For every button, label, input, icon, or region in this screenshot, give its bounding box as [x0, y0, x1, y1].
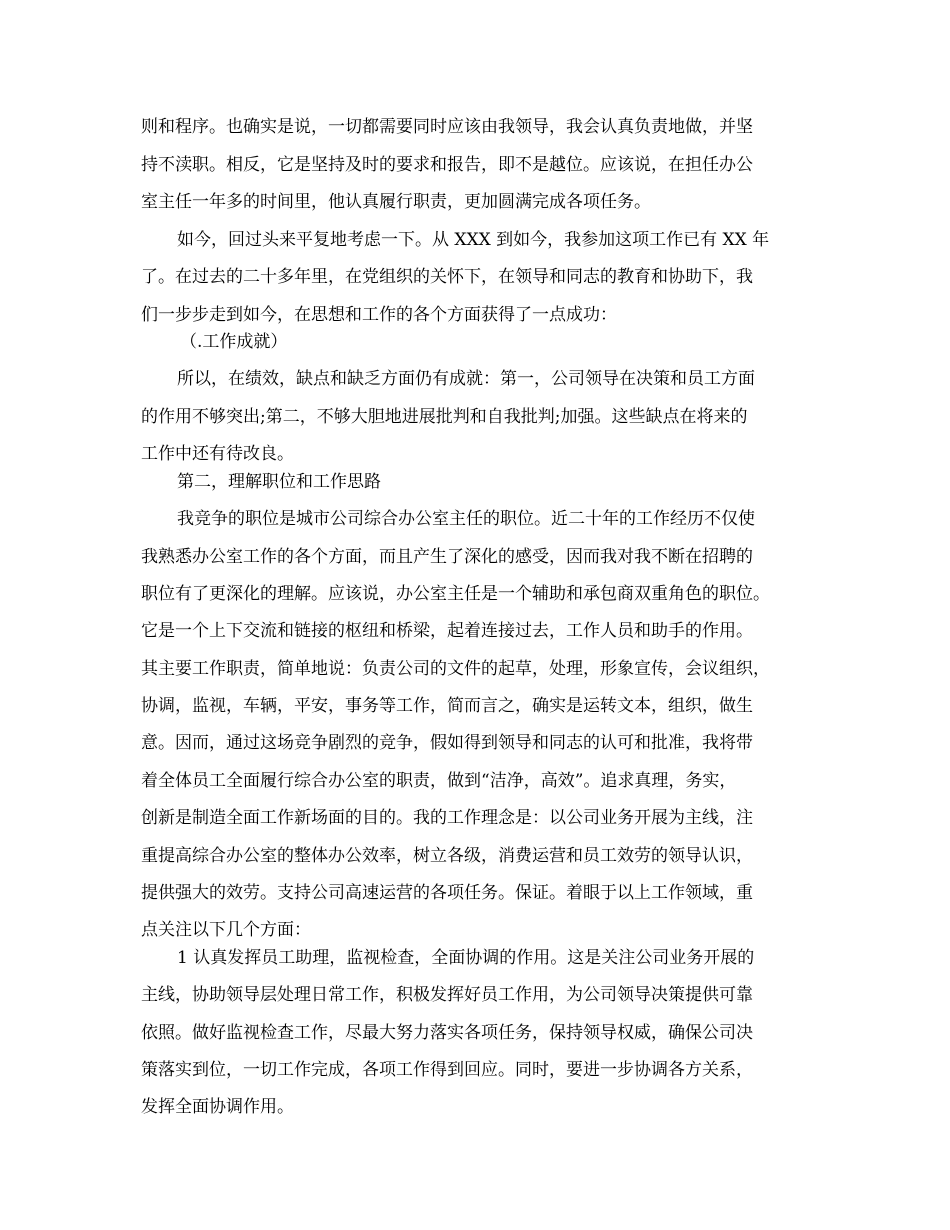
section-heading: （.工作成就） — [180, 332, 288, 352]
text-line: 的作用不够突出;第二，不够大胆地进展批判和自我批判;加强。这些缺点在将来的 — [141, 407, 748, 427]
text-line: 它是一个上下交流和链接的枢纽和桥梁，起着连接过去，工作人员和助手的作用。 — [141, 621, 753, 641]
text-line: 主线，协助领导层处理日常工作，积极发挥好员工作用，为公司领导决策提供可靠 — [141, 985, 753, 1005]
text-line: 着全体员工全面履行综合办公室的职责，做到“洁净，高效”。追求真理，务实， — [141, 771, 737, 791]
section-heading: 第二，理解职位和工作思路 — [177, 472, 381, 492]
text-line: 依照。做好监视检查工作，尽最大努力落实各项任务，保持领导权威，确保公司决 — [141, 1023, 753, 1043]
text-line: 如今，回过头来平复地考虑一下。从 XXX 到如今，我参加这项工作已有 XX 年 — [177, 230, 770, 250]
text-line: 工作中还有待改良。 — [141, 444, 294, 464]
text-line: 室主任一年多的时间里，他认真履行职责，更加圆满完成各项任务。 — [141, 192, 651, 212]
text-line: 策落实到位，一切工作完成，各项工作得到回应。同时，要进一步协调各方关系， — [141, 1060, 753, 1080]
text-line: 提供强大的效劳。支持公司高速运营的各项任务。保证。着眼于以上工作领域，重 — [141, 883, 753, 903]
text-line: 们一步步走到如今，在思想和工作的各个方面获得了一点成功： — [141, 305, 617, 325]
text-line: 我竞争的职位是城市公司综合办公室主任的职位。近二十年的工作经历不仅使 — [177, 509, 755, 529]
text-line: 我熟悉办公室工作的各个方面，而且产生了深化的感受，因而我对我不断在招聘的 — [141, 547, 753, 567]
text-line: 1 认真发挥员工助理，监视检查，全面协调的作用。这是关注公司业务开展的 — [177, 948, 755, 968]
text-line: 持不渎职。相反，它是坚持及时的要求和报告，即不是越位。应该说，在担任办公 — [141, 155, 753, 175]
text-line: 创新是制造全面工作新场面的目的。我的工作理念是：以公司业务开展为主线，注 — [141, 808, 753, 828]
text-line: 其主要工作职责，简单地说：负责公司的文件的起草，处理，形象宣传，会议组织， — [141, 659, 770, 679]
text-line: 重提高综合办公室的整体办公效率，树立各级，消费运营和员工效劳的领导认识， — [141, 846, 753, 866]
text-line: 点关注以下几个方面： — [141, 920, 311, 940]
text-line: 职位有了更深化的理解。应该说，办公室主任是一个辅助和承包商双重角色的职位。 — [141, 584, 770, 604]
text-line: 所以，在绩效，缺点和缺乏方面仍有成就：第一，公司领导在决策和员工方面 — [177, 369, 755, 389]
text-line: 了。在过去的二十多年里，在党组织的关怀下，在领导和同志的教育和协助下，我 — [141, 267, 753, 287]
text-line: 发挥全面协调作用。 — [141, 1097, 294, 1117]
text-line: 则和程序。也确实是说，一切都需要同时应该由我领导，我会认真负责地做，并坚 — [141, 117, 753, 137]
text-line: 协调，监视，车辆，平安，事务等工作，简而言之，确实是运转文本，组织，做生 — [141, 696, 753, 716]
text-line: 意。因而，通过这场竞争剧烈的竞争，假如得到领导和同志的认可和批准，我将带 — [141, 733, 753, 753]
